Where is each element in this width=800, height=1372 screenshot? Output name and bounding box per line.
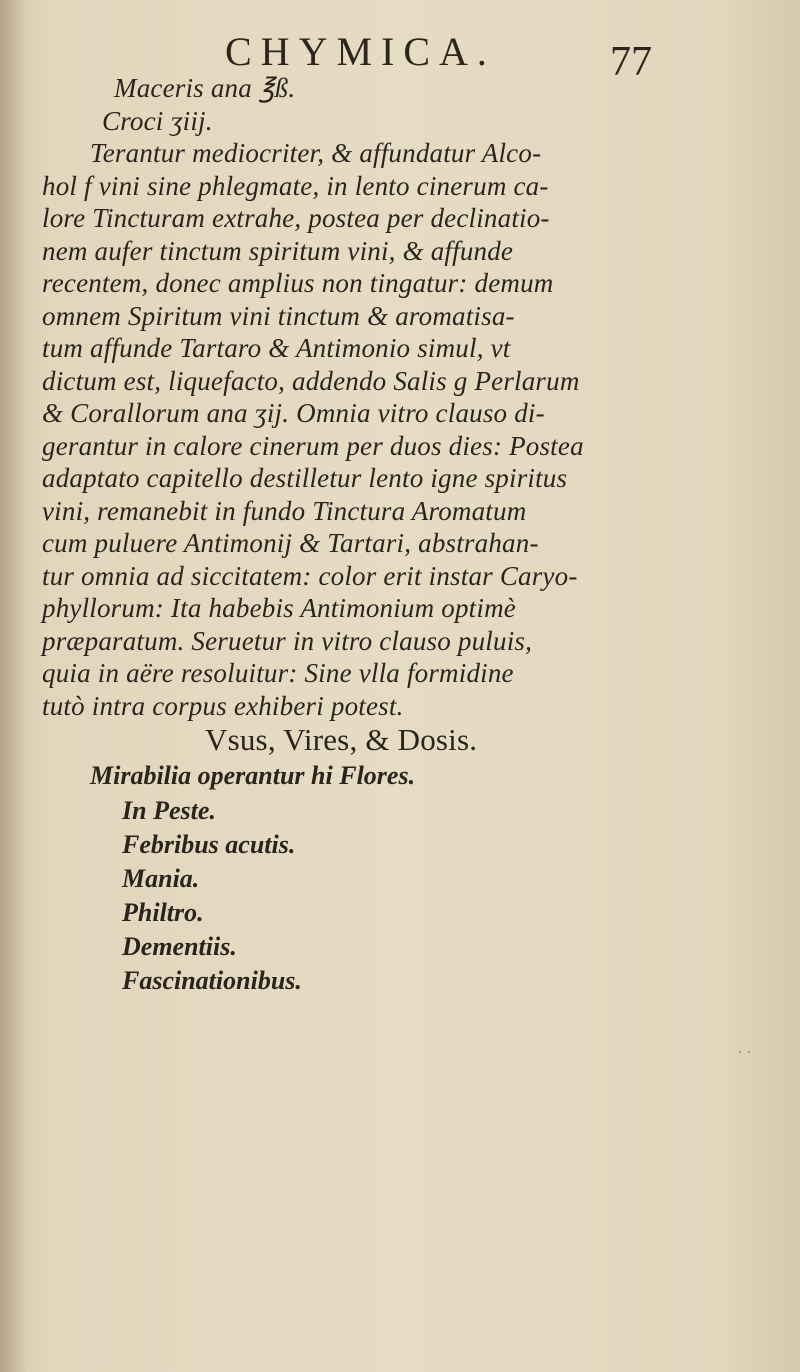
paragraph-line: vini, remanebit in fundo Tinctura Aromatum (42, 495, 527, 526)
recipe-line: Croci ʒiij. (102, 105, 213, 136)
list-item: Fascinationibus. (122, 966, 302, 995)
paragraph-line: cum puluere Antimonij & Tartari, abstrahan- (42, 528, 539, 558)
list-item: In Peste. (122, 796, 216, 825)
paragraph-line: dictum est, liquefacto, addendo Salis g Perlarum (42, 365, 580, 396)
paragraph-line: nem aufer tinctum spiritum vini, & affunde (42, 235, 514, 266)
running-head: CHYMICA. (225, 29, 496, 74)
paragraph-line: tur omnia ad siccitatem: color erit instar Caryo- (42, 560, 578, 591)
list-item: Dementiis. (122, 932, 237, 961)
paragraph-line: lore Tincturam extrahe, postea per declinatio- (42, 203, 550, 233)
paragraph-line: præparatum. Seruetur in vitro clauso puluis, (42, 625, 533, 656)
paragraph-line: tutò intra corpus exhiberi potest. (42, 690, 404, 721)
recipe-line: Maceris ana ℥ß. (114, 73, 296, 103)
list-item: Philtro. (122, 898, 204, 927)
margin-marks: · · (738, 1045, 752, 1061)
paragraph-line: omnem Spiritum vini tinctum & aromatisa- (42, 300, 515, 331)
paragraph-line: gerantur in calore cinerum per duos dies: Postea (42, 430, 584, 461)
section-heading: Vsus, Vires, & Dosis. (205, 722, 478, 757)
paragraph-line: Terantur mediocriter, & affundatur Alco- (90, 138, 542, 168)
paragraph-line: & Corallorum ana ʒij. Omnia vitro clauso di- (42, 398, 545, 428)
list-item: Mania. (122, 864, 200, 893)
list-item: Febribus acutis. (122, 830, 296, 859)
text-block (42, 72, 692, 998)
page-number: 77 (610, 39, 652, 85)
spine-shadow (0, 0, 28, 1372)
paragraph-line: adaptato capitello destilletur lento igne spiritus (42, 463, 568, 493)
paragraph-line: phyllorum: Ita habebis Antimonium optimè (42, 593, 516, 623)
paragraph-line: hol f vini sine phlegmate, in lento cinerum ca- (42, 170, 549, 201)
paragraph-line: recentem, donec amplius non tingatur: demum (42, 268, 554, 298)
paragraph-line: tum affunde Tartaro & Antimonio simul, vt (42, 333, 511, 363)
paragraph-line: quia in aëre resoluitur: Sine vlla formidine (42, 658, 514, 688)
lead-sentence: Mirabilia operantur hi Flores. (90, 761, 416, 790)
